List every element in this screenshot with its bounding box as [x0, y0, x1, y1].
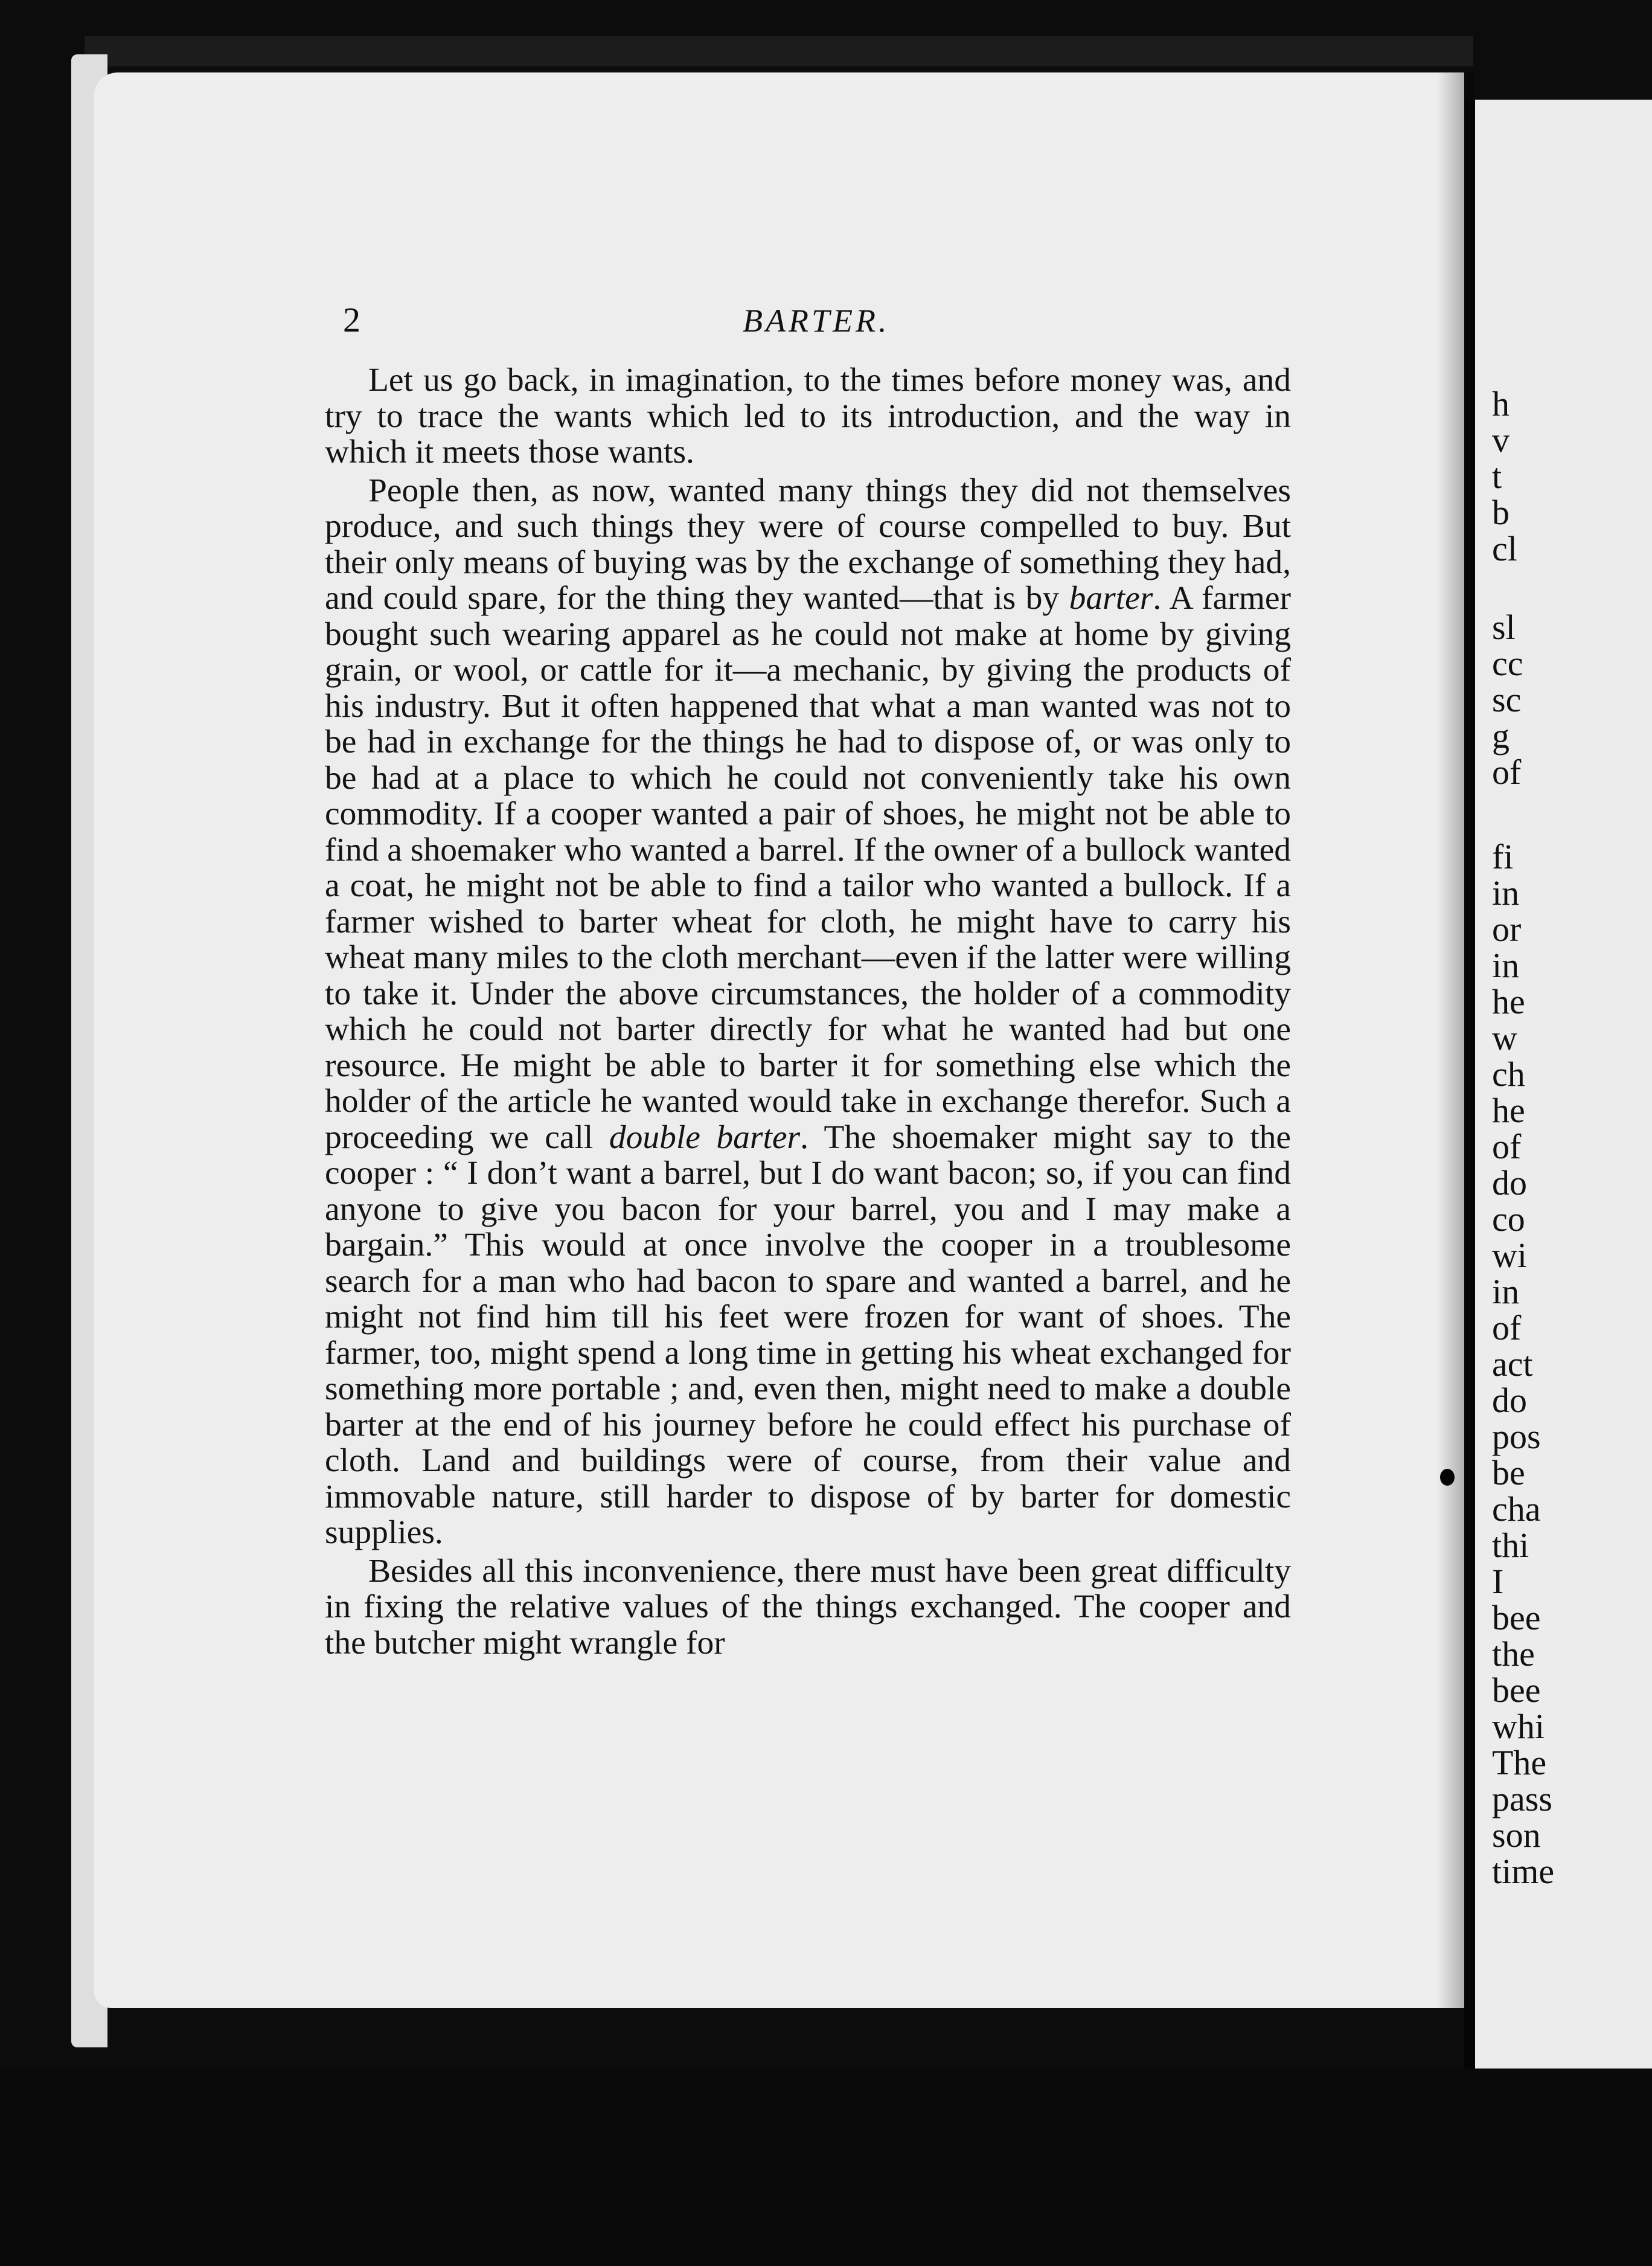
adjacent-page-line: time: [1492, 1852, 1555, 1891]
adjacent-page-line: h: [1492, 384, 1510, 423]
text-run: . The shoemaker might say to the cooper : “ I don’t want a barrel, but I do want bacon; so, if you can find anyone to give you bacon for your barrel, you and I may make a bargain.” This would at once involve the cooper in a troublesome search for a man who had bacon to spare and wanted a barrel, and he might not find him till his feet were frozen for want of shoes. The farmer, too, might spend a long time in getting his wheat exchanged for something more portable ; and, even then, might need to make a double barter at the end of his journey before he could effect his purchase of cloth. Land and buildings were of course, from their value and immovable nature, still harder to dispose of by barter for domestic supplies.: [325, 1119, 1292, 1551]
paragraph: [325, 362, 1291, 470]
adjacent-page-line: do: [1492, 1163, 1527, 1202]
adjacent-page-line: sc: [1492, 680, 1522, 719]
adjacent-page-line: v: [1492, 420, 1510, 460]
book-binding: [85, 36, 1473, 66]
ink-spot: [1440, 1469, 1455, 1486]
text-run: Besides all this inconvenience, there must have been great difficulty in fixing the relative values of the things exchanged. The cooper and the butcher might wrangle for: [325, 1552, 1291, 1661]
paragraph: [325, 473, 1291, 1551]
text-run: . A farmer bought such wearing apparel as he could not make at home by giving grain, or wool, or cattle for it—a mechanic, by giving the products of his industry. But it often happened that what a man wanted was not to be had in exchange for the things he had to dispose of, or was only to be had at a place to which he could not conveniently take his own commodity. If a cooper wanted a pair of shoes, he might not be able to find a shoemaker who wanted a barrel. If the owner of a bullock wanted a coat, he might not be able to find a tailor who wanted a bullock. If a farmer wished to barter wheat for cloth, he might have to carry his wheat many miles to the cloth merchant—even if the latter were willing to take it. Under the above circumstances, the holder of a commodity which he could not barter directly for what he wanted had but one resource. He might be able to barter it for something else which the holder of the article he wanted would take in exchange therefor. Such a proceeding we call: [325, 580, 1291, 1156]
adjacent-page-line: of: [1492, 753, 1522, 792]
adjacent-page-line: do: [1492, 1381, 1527, 1420]
adjacent-page-line: cl: [1492, 529, 1517, 568]
adjacent-page-line: in: [1492, 1272, 1520, 1311]
adjacent-page-line: be: [1492, 1453, 1525, 1492]
adjacent-page-line: son: [1492, 1815, 1541, 1855]
italic-term: barter: [1069, 580, 1153, 617]
paragraph: [325, 1553, 1291, 1661]
text-run: People then, as now, wanted many things they did not themselves produce, and such things they were of course compelled to buy. But their only means of buying was by the exchange of something they had, and could spare, for the thing they wanted—that is by: [325, 472, 1291, 617]
adjacent-page-line: I: [1492, 1562, 1504, 1601]
adjacent-page-line: cc: [1492, 644, 1523, 683]
adjacent-page-line: pos: [1492, 1417, 1541, 1456]
running-head-title: BARTER.: [743, 303, 890, 339]
adjacent-page-line: he: [1492, 982, 1525, 1021]
adjacent-page-line: t: [1492, 457, 1502, 496]
adjacent-page-line: or: [1492, 910, 1522, 949]
adjacent-page-line: bee: [1492, 1671, 1541, 1710]
adjacent-page-line: the: [1492, 1634, 1535, 1674]
adjacent-page-line: w: [1492, 1018, 1517, 1058]
adjacent-page-line: The: [1492, 1743, 1547, 1782]
adjacent-page-line: in: [1492, 873, 1520, 913]
adjacent-page-line: wi: [1492, 1236, 1527, 1275]
adjacent-page-line: of: [1492, 1127, 1522, 1166]
text-run: Let us go back, in imagination, to the times before money was, and try to trace the wants which led to its introduction, and the way in which it meets those wants.: [325, 362, 1291, 470]
adjacent-page-line: sl: [1492, 608, 1516, 647]
adjacent-page-line: g: [1492, 716, 1510, 756]
adjacent-page-line: ch: [1492, 1054, 1525, 1094]
adjacent-page-line: bee: [1492, 1598, 1541, 1637]
adjacent-page-line: b: [1492, 493, 1510, 532]
adjacent-page-line: pass: [1492, 1779, 1552, 1818]
adjacent-page-line: co: [1492, 1199, 1525, 1239]
body-text: [325, 362, 1291, 1661]
adjacent-page-fragment: [1475, 100, 1652, 2069]
adjacent-page-line: act: [1492, 1344, 1533, 1384]
adjacent-page-line: thi: [1492, 1526, 1529, 1565]
scan-background: [0, 2069, 1652, 2266]
adjacent-page-line: whi: [1492, 1707, 1545, 1746]
adjacent-page-line: cha: [1492, 1489, 1541, 1529]
adjacent-page-line: in: [1492, 946, 1520, 985]
book-gutter: [1464, 100, 1475, 2069]
adjacent-page-line: fi: [1492, 837, 1514, 876]
italic-term: double barter: [609, 1119, 801, 1156]
page-number: 2: [343, 300, 360, 339]
adjacent-page-line: of: [1492, 1308, 1522, 1347]
adjacent-page-line: he: [1492, 1091, 1525, 1130]
